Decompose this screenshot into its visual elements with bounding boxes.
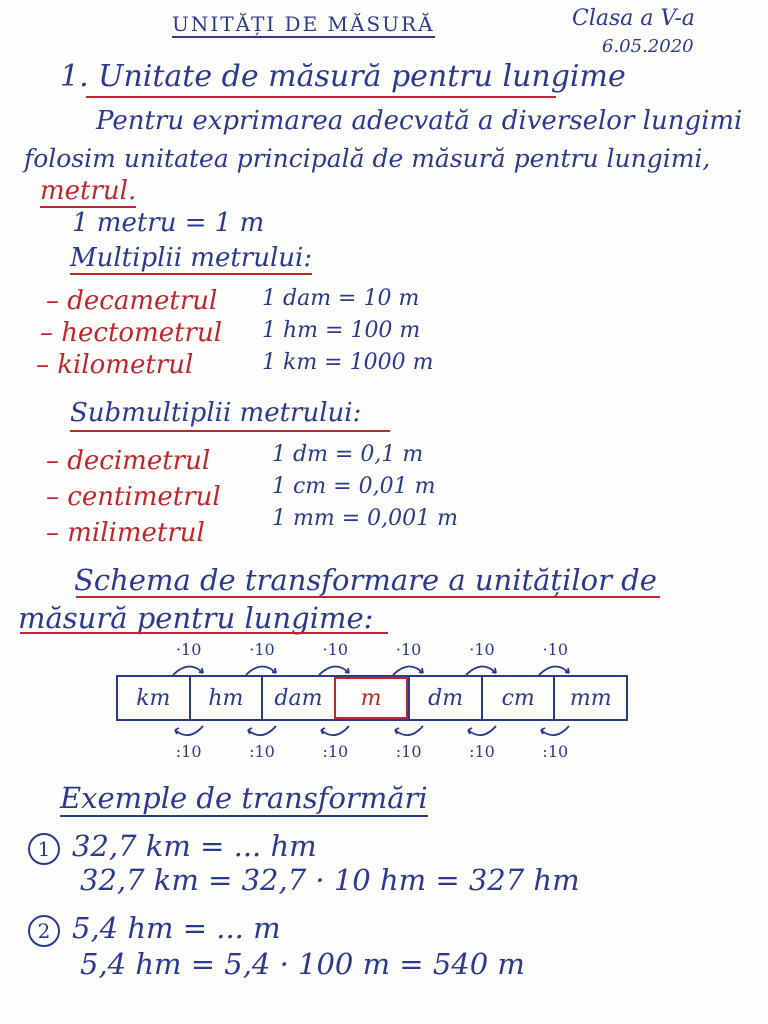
unit-cell-m: m [334,677,409,719]
multiple-value-2: 1 hm = 100 m [262,318,421,343]
divide-arrow [389,724,429,761]
multiply-label: ·10 [542,640,569,659]
example-1-problem-row [28,829,317,865]
multiple-name-1: – decametrul [46,286,218,316]
submultiples-heading: Submultiplii metrului: [70,398,362,428]
example-2-problem-row [28,911,281,947]
unit-cell-dm: dm [408,677,481,719]
example-1-problem: 32,7 km = ... hm [72,829,317,863]
multiple-value-3: 1 km = 1000 m [262,350,434,375]
submultiple-value-1: 1 dm = 0,1 m [272,442,424,467]
heading-underline [86,96,556,98]
submultiples-underline [70,430,390,432]
curved-arrow-icon [462,724,502,742]
multiple-value-1: 1 dam = 10 m [262,286,420,311]
multiply-arrows [116,640,628,677]
example-number-1: 1 [28,833,60,865]
curved-arrow-icon [315,724,355,742]
scheme-heading-line-1: Schema de transformare a unităților de [74,563,657,597]
divide-arrow [315,724,355,761]
multiply-label: ·10 [175,640,202,659]
multiples-heading: Multiplii metrului: [70,243,313,273]
submultiple-name-2: – centimetrul [46,482,221,512]
unit-cell-dam: dam [261,677,334,719]
curved-arrow-icon [535,724,575,742]
multiply-arrow [315,640,355,677]
intro-line-1: Pentru exprimarea adecvată a diverselor lungimi [96,106,743,136]
multiply-arrow [242,640,282,677]
submultiple-value-2: 1 cm = 0,01 m [272,474,436,499]
curved-arrow-icon [242,724,282,742]
multiple-name-2: – hectometrul [40,318,223,348]
multiply-label: ·10 [322,640,349,659]
example-2-solution: 5,4 hm = 5,4 · 100 m = 540 m [80,947,525,981]
divide-arrow [242,724,282,761]
metre-definition: 1 metru = 1 m [72,208,265,238]
section-heading: 1. Unitate de măsură pentru lungime [60,59,626,94]
class-label: Clasa a V-a [572,6,695,31]
date-label: 6.05.2020 [602,36,694,57]
submultiple-name-1: – decimetrul [46,446,211,476]
curved-arrow-icon [389,724,429,742]
scheme-heading-line-2: măsură pentru lungime: [18,601,374,635]
multiply-arrow [535,640,575,677]
divide-arrows [116,724,628,761]
divide-label: :10 [395,742,422,761]
unit-cell-cm: cm [481,677,554,719]
divide-arrow [535,724,575,761]
examples-heading: Exemple de transformări [60,781,428,815]
example-2-problem: 5,4 hm = ... m [72,911,281,945]
multiply-arrow [462,640,502,677]
intro-line-2: folosim unitatea principală de măsură pentru lungimi, [24,144,711,173]
submultiple-name-3: – milimetrul [46,518,205,548]
curved-arrow-icon [169,724,209,742]
scheme-underline-1 [76,596,660,598]
unit-cell-mm: mm [553,677,626,719]
divide-arrow [169,724,209,761]
divide-label: :10 [469,742,495,761]
unit-cell-km: km [136,685,171,711]
submultiple-value-3: 1 mm = 0,001 m [272,506,458,531]
page-title: UNITĂȚI DE MĂSURĂ [172,12,435,36]
divide-label: :10 [249,742,275,761]
intro-line-3: metrul. [40,176,137,206]
divide-label: :10 [542,742,569,761]
example-number-2: 2 [28,915,60,947]
divide-label: :10 [322,742,349,761]
unit-scheme [116,675,628,721]
example-1-solution: 32,7 km = 32,7 · 10 hm = 327 hm [80,863,580,897]
multiple-name-3: – kilometrul [36,350,194,380]
multiply-label: ·10 [395,640,422,659]
divide-arrow [462,724,502,761]
scheme-underline-2 [20,632,388,634]
multiply-label: ·10 [469,640,495,659]
divide-label: :10 [175,742,202,761]
multiply-arrow [389,640,429,677]
multiply-arrow [169,640,209,677]
unit-cell-hm: hm [189,677,262,719]
multiply-label: ·10 [249,640,275,659]
